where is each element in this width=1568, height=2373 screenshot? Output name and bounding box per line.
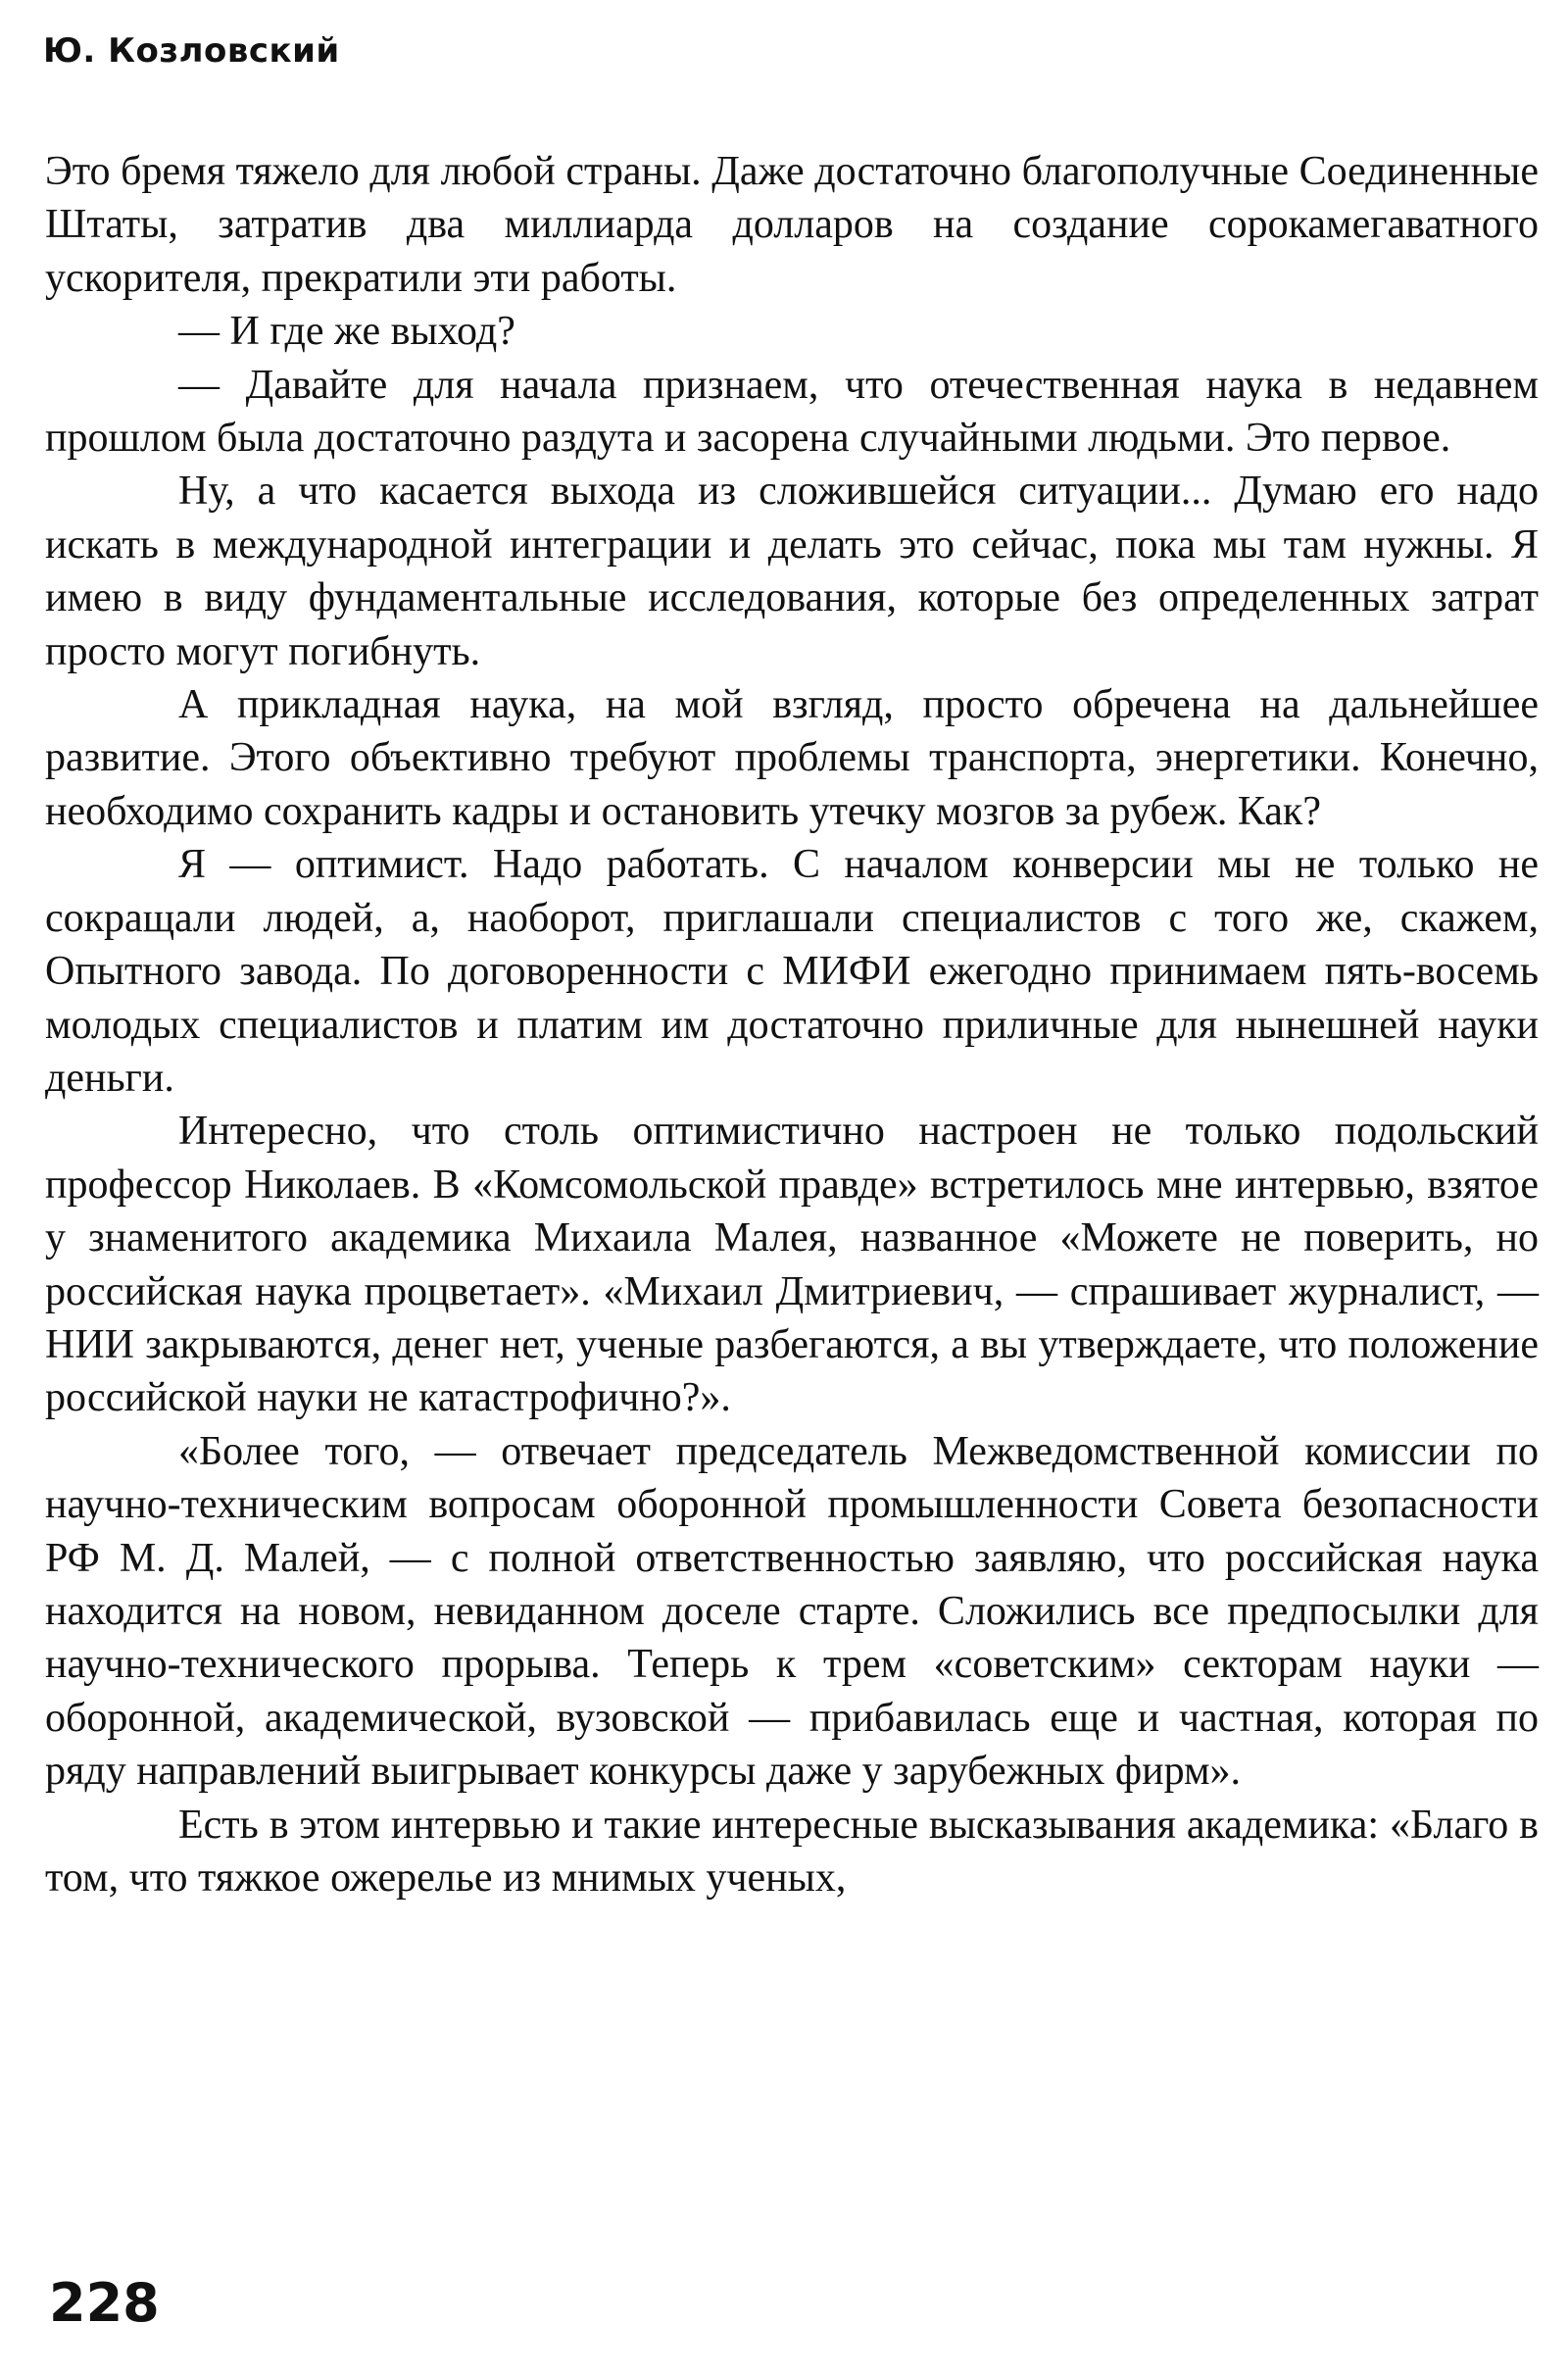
paragraph: Интересно, что столь оптимистично настроен не только подольский профессор Николаев. В «Комсомольской правде» встретилось мне интервью, взятое у знаменитого академика Михаила Малея, названное «Можете не поверить, но российская наука процветает». «Михаил Дмитриевич, — спрашивает журналист, — НИИ закрываются, денег нет, ученые разбегаются, а вы утверждаете, что положение российской науки не катастрофично?». — [45, 1109, 1539, 1421]
paragraph: «Более того, — отвечает председатель Межведомственной комиссии по научно-техническим вопросам оборонной промышленности Совета безопасности РФ М. Д. Малей, — с полной ответственностью заявляю, что российская наука находится на новом, невиданном доселе старте. Сложились все предпосылки для научно-технического прорыва. Теперь к трем «советским» секторам науки — оборонной, академической, вузовской — прибавилась еще и частная, которая по ряду направлений выигрывает конкурсы даже у зарубежных фирм». — [45, 1428, 1539, 1795]
running-head-author: Ю. Козловский — [43, 31, 340, 71]
paragraph: — Давайте для начала признаем, что отечественная наука в недавнем прошлом была достаточно раздута и засорена случайными людьми. Это первое. — [45, 362, 1539, 462]
paragraph: Я — оптимист. Надо работать. С началом конверсии мы не только не сокращали людей, а, наоборот, приглашали специалистов с того же, скажем, Опытного завода. По договоренности с МИФИ ежегодно принимаем пять-восемь молодых специалистов и платим им достаточно приличные для нынешней науки деньги. — [45, 842, 1539, 1101]
paragraph: А прикладная наука, на мой взгляд, просто обречена на дальнейшее развитие. Этого объективно требуют проблемы транспорта, энергетики. Конечно, необходимо сохранить кадры и остановить утечку мозгов за рубеж. Как? — [45, 682, 1539, 834]
page-number: 228 — [49, 2272, 160, 2334]
page-body-text — [45, 145, 1539, 1904]
paragraph: Ну, а что касается выхода из сложившейся ситуации... Думаю его надо искать в международной интеграции и делать это сейчас, пока мы там нужны. Я имею в виду фундаментальные исследования, которые без определенных затрат просто могут погибнуть. — [45, 469, 1539, 674]
paragraph: Это бремя тяжело для любой страны. Даже достаточно благополучные Соединенные Штаты, затратив два миллиарда долларов на создание сорокамегаватного ускорителя, прекратили эти работы. — [45, 149, 1539, 301]
paragraph: — И где же выход? — [178, 309, 515, 355]
paragraph: Есть в этом интервью и такие интересные высказывания академика: «Благо в том, что тяжкое ожерелье из мнимых ученых, — [45, 1802, 1539, 1901]
